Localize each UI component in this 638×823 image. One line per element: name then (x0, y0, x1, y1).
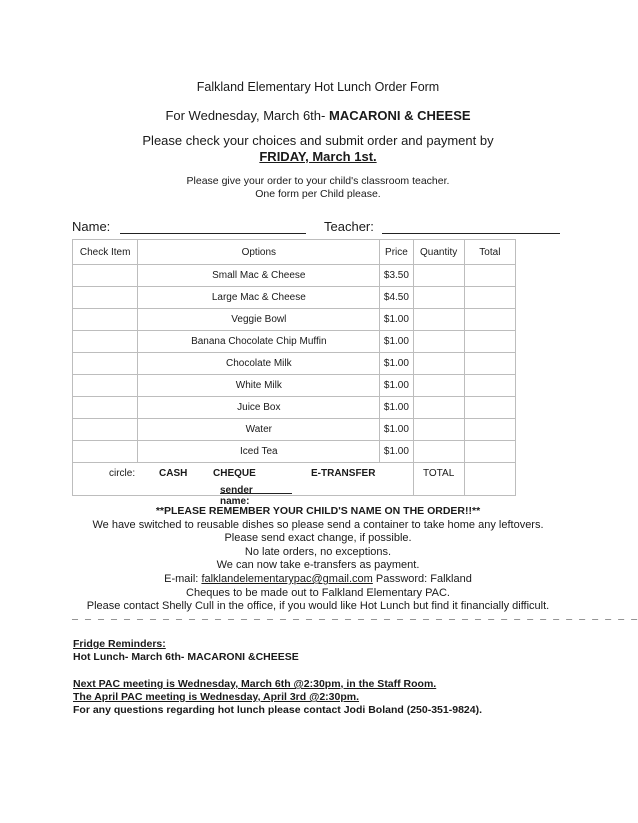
name-label: Name: (72, 219, 111, 234)
teacher-label: Teacher: (324, 219, 374, 234)
check-cell[interactable] (73, 397, 138, 419)
price-cell: $1.00 (380, 309, 413, 331)
payment-row (73, 463, 516, 496)
table-row (73, 375, 516, 397)
password-text: Password: Falkland (375, 572, 472, 585)
check-cell[interactable] (73, 375, 138, 397)
reusable-note: We have switched to reusable dishes so please send a container to take home any leftovers. (92, 518, 544, 531)
total-cell[interactable] (464, 375, 515, 397)
header-check-item: Check Item (73, 240, 138, 265)
quantity-cell[interactable] (413, 397, 464, 419)
check-cell[interactable] (73, 441, 138, 463)
table-header-row (73, 240, 516, 265)
cheque-option[interactable]: CHEQUE (213, 468, 256, 479)
pac-april-meeting: The April PAC meeting is Wednesday, April 3rd @2:30pm. (73, 691, 360, 703)
option-cell: White Milk (138, 375, 380, 397)
email-label: E-mail: (164, 572, 199, 585)
check-cell[interactable] (73, 353, 138, 375)
total-label: TOTAL (422, 468, 455, 479)
etransfer-note: We can now take e-transfers as payment. (216, 559, 420, 572)
name-field[interactable] (120, 233, 306, 234)
quantity-cell[interactable] (413, 331, 464, 353)
option-cell: Large Mac & Cheese (138, 287, 380, 309)
quantity-cell[interactable] (413, 287, 464, 309)
option-cell: Small Mac & Cheese (138, 265, 380, 287)
lunch-date (0, 108, 636, 123)
table-row (73, 265, 516, 287)
form-title: Falkland Elementary Hot Lunch Order Form (196, 80, 440, 94)
check-cell[interactable] (73, 287, 138, 309)
sender-name-label: sender name: (220, 485, 253, 507)
price-cell: $1.00 (380, 375, 413, 397)
email-link[interactable]: falklandelementarypac@gmail.com (201, 572, 373, 585)
table-row (73, 287, 516, 309)
total-cell[interactable] (464, 397, 515, 419)
quantity-cell[interactable] (413, 419, 464, 441)
header-price: Price (380, 240, 413, 265)
option-cell: Chocolate Milk (138, 353, 380, 375)
price-cell: $1.00 (380, 441, 413, 463)
contact-questions: For any questions regarding hot lunch please contact Jodi Boland (250-351-9824). (73, 704, 483, 716)
check-cell[interactable] (73, 265, 138, 287)
deadline: FRIDAY, March 1st. (259, 149, 377, 164)
total-label-cell (413, 463, 464, 496)
instruction-text: Please check your choices and submit order and payment by (142, 133, 494, 148)
option-cell: Banana Chocolate Chip Muffin (138, 331, 380, 353)
check-cell[interactable] (73, 419, 138, 441)
quantity-cell[interactable] (413, 265, 464, 287)
etransfer-option[interactable]: E-TRANSFER (311, 468, 376, 479)
price-cell: $3.50 (380, 265, 413, 287)
payment-method-cell (73, 463, 414, 507)
total-cell[interactable] (464, 441, 515, 463)
submit-instruction (0, 133, 636, 165)
total-cell[interactable] (464, 265, 515, 287)
cheques-note: Cheques to be made out to Falkland Elementary PAC. (186, 586, 450, 599)
cut-line-separator: _ _ _ _ _ _ _ _ _ _ _ _ _ _ _ _ _ _ _ _ _ _ _ _ _ _ _ _ _ _ _ _ _ _ _ _ _ _ _ _ _ _ _ _ (72, 612, 638, 623)
option-cell: Iced Tea (138, 441, 380, 463)
quantity-cell[interactable] (413, 441, 464, 463)
cash-option[interactable]: CASH (159, 468, 188, 479)
table-row (73, 419, 516, 441)
grand-total-cell[interactable] (464, 463, 515, 496)
table-row (73, 441, 516, 463)
fridge-heading: Fridge Reminders: (73, 638, 166, 650)
table-row (73, 331, 516, 353)
header-options: Options (138, 240, 380, 265)
remember-note: **PLEASE REMEMBER YOUR CHILD'S NAME ON THE ORDER!!** (155, 505, 481, 517)
price-cell: $4.50 (380, 287, 413, 309)
check-cell[interactable] (73, 331, 138, 353)
order-table (72, 239, 516, 507)
total-cell[interactable] (464, 309, 515, 331)
total-cell[interactable] (464, 419, 515, 441)
total-cell[interactable] (464, 287, 515, 309)
check-cell[interactable] (73, 309, 138, 331)
price-cell: $1.00 (380, 331, 413, 353)
teacher-field[interactable] (382, 233, 560, 234)
menu-item: MACARONI & CHEESE (328, 108, 471, 123)
option-cell: Juice Box (138, 397, 380, 419)
total-cell[interactable] (464, 353, 515, 375)
quantity-cell[interactable] (413, 375, 464, 397)
fridge-reminders (73, 638, 482, 717)
notes-block (0, 505, 636, 614)
option-cell: Veggie Bowl (138, 309, 380, 331)
exact-change-note: Please send exact change, if possible. (224, 532, 412, 545)
no-late-note: No late orders, no exceptions. (244, 545, 392, 558)
header-total: Total (464, 240, 515, 265)
table-row (73, 309, 516, 331)
quantity-cell[interactable] (413, 353, 464, 375)
quantity-cell[interactable] (413, 309, 464, 331)
pac-next-meeting: Next PAC meeting is Wednesday, March 6th @2:30pm, in the Staff Room. (73, 678, 437, 690)
header-quantity: Quantity (413, 240, 464, 265)
give-note-block (0, 175, 636, 201)
email-line (0, 573, 636, 587)
one-form-note: One form per Child please. (255, 188, 381, 200)
price-cell: $1.00 (380, 419, 413, 441)
date-prefix: For Wednesday, March 6th- (165, 108, 326, 123)
table-row (73, 353, 516, 375)
option-cell: Water (138, 419, 380, 441)
give-note: Please give your order to your child's classroom teacher. (186, 175, 450, 187)
total-cell[interactable] (464, 331, 515, 353)
price-cell: $1.00 (380, 353, 413, 375)
name-teacher-row (72, 219, 562, 237)
sender-name-field[interactable] (220, 485, 292, 494)
contact-note: Please contact Shelly Cull in the office, if you would like Hot Lunch but find it financially difficult. (86, 600, 550, 613)
price-cell: $1.00 (380, 397, 413, 419)
fridge-hot-lunch: Hot Lunch- March 6th- MACARONI &CHEESE (73, 651, 299, 663)
table-row (73, 397, 516, 419)
circle-label: circle: (109, 468, 136, 479)
